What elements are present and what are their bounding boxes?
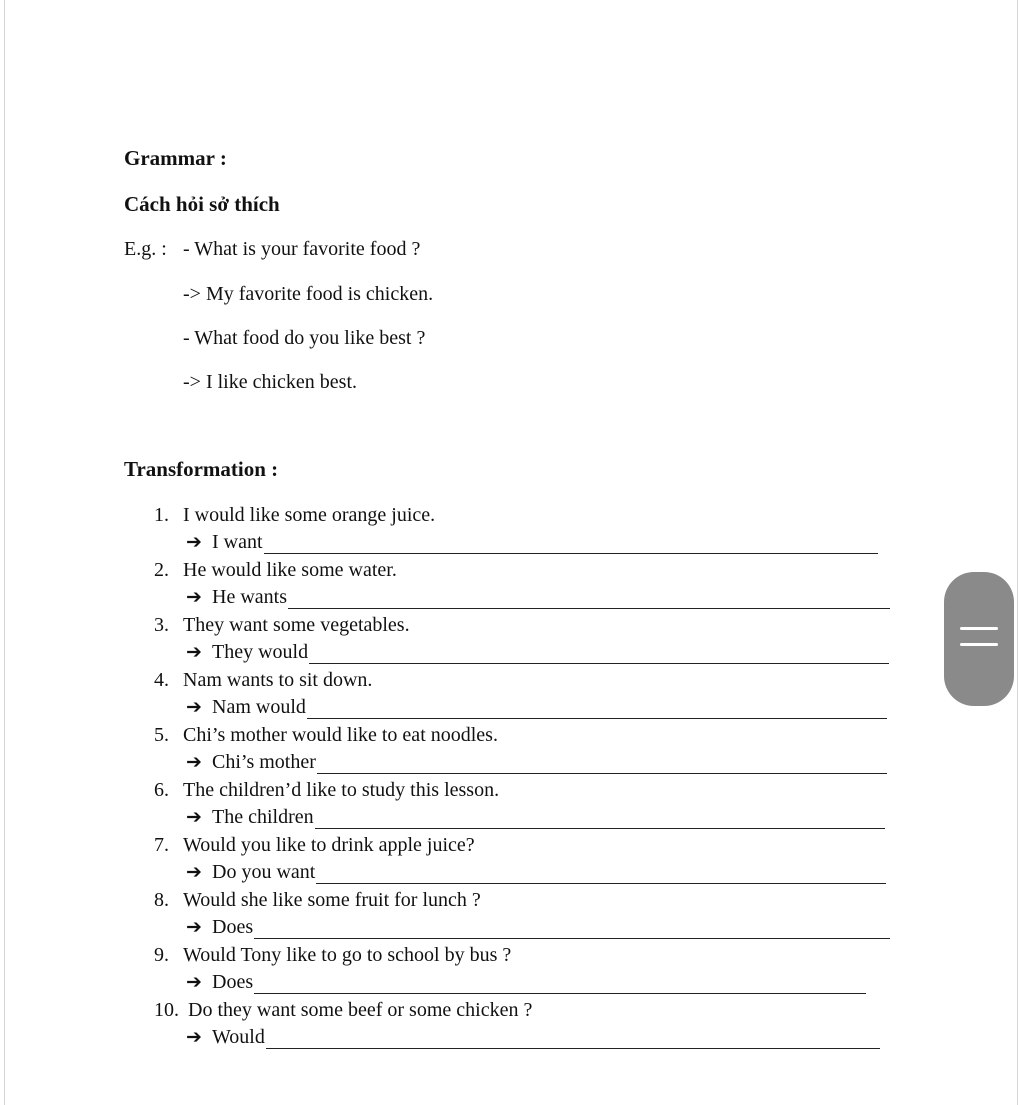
arrow-icon: ➔ (186, 807, 202, 828)
exercise-answer (186, 696, 887, 719)
exercise-answer (186, 531, 878, 554)
answer-blank[interactable] (288, 590, 890, 609)
question-text: I would like some orange juice. (183, 504, 436, 526)
exercise-answer (186, 751, 887, 774)
arrow-icon: ➔ (186, 1027, 202, 1048)
page-border-right (1017, 0, 1018, 1105)
eg-label: E.g. : (124, 238, 167, 260)
grammar-heading: Grammar : (124, 146, 227, 170)
exercise-answer (186, 806, 885, 829)
exercise-number: 4. (154, 669, 169, 691)
answer-prompt: The children (212, 806, 314, 828)
answer-prompt: I want (212, 531, 263, 553)
arrow-icon: ➔ (186, 752, 202, 773)
arrow-icon: ➔ (186, 917, 202, 938)
exercise-question (154, 944, 511, 967)
exercise-number: 1. (154, 504, 169, 526)
question-text: Would you like to drink apple juice? (183, 834, 475, 856)
example-line: - What is your favorite food ? (183, 238, 421, 260)
arrow-icon: ➔ (186, 697, 202, 718)
question-text: Would she like some fruit for lunch ? (183, 889, 481, 911)
question-text: They want some vegetables. (183, 614, 410, 636)
question-text: Would Tony like to go to school by bus ? (183, 944, 512, 966)
exercise-question (154, 889, 481, 912)
arrow-icon: ➔ (186, 642, 202, 663)
exercise-number: 10. (154, 999, 179, 1021)
arrow-icon: ➔ (186, 972, 202, 993)
example-line: - What food do you like best ? (183, 327, 426, 349)
answer-prompt: Nam would (212, 696, 306, 718)
answer-blank[interactable] (307, 700, 887, 719)
exercise-number: 6. (154, 779, 169, 801)
exercise-answer (186, 971, 866, 994)
answer-prompt: He wants (212, 586, 287, 608)
arrow-icon: ➔ (186, 587, 202, 608)
scroll-handle[interactable] (944, 572, 1014, 706)
question-text: Chi’s mother would like to eat noodles. (183, 724, 498, 746)
example-line: -> I like chicken best. (183, 371, 357, 393)
exercise-question (154, 834, 475, 857)
exercise-number: 5. (154, 724, 169, 746)
question-text: Nam wants to sit down. (183, 669, 373, 691)
exercise-question (154, 724, 498, 747)
exercise-question (154, 999, 532, 1022)
exercise-number: 2. (154, 559, 169, 581)
exercise-question (154, 614, 410, 637)
answer-prompt: Would (212, 1026, 265, 1048)
answer-prompt: Does (212, 916, 254, 938)
exercise-answer (186, 861, 886, 884)
exercise-number: 3. (154, 614, 169, 636)
exercise-answer (186, 916, 890, 939)
exercise-number: 9. (154, 944, 169, 966)
transformation-heading: Transformation : (124, 457, 279, 481)
exercise-question (154, 559, 397, 582)
exercise-question (154, 504, 435, 527)
answer-prompt: Do you want (212, 861, 316, 883)
answer-blank[interactable] (309, 645, 889, 664)
answer-blank[interactable] (266, 1030, 880, 1049)
example-line: -> My favorite food is chicken. (183, 283, 434, 305)
arrow-icon: ➔ (186, 862, 202, 883)
exercise-answer (186, 586, 890, 609)
answer-blank[interactable] (315, 810, 885, 829)
answer-blank[interactable] (264, 535, 878, 554)
drag-handle-icon (960, 643, 998, 646)
answer-blank[interactable] (254, 975, 866, 994)
answer-prompt: Does (212, 971, 254, 993)
answer-blank[interactable] (317, 755, 887, 774)
page-border-left (4, 0, 5, 1105)
exercise-question (154, 669, 372, 692)
grammar-subtitle: Cách hỏi sở thích (124, 192, 280, 216)
exercise-answer (186, 641, 889, 664)
exercise-number: 8. (154, 889, 169, 911)
answer-blank[interactable] (316, 865, 886, 884)
exercise-number: 7. (154, 834, 169, 856)
answer-prompt: They would (212, 641, 309, 663)
answer-prompt: Chi’s mother (212, 751, 316, 773)
question-text: Do they want some beef or some chicken ? (188, 999, 533, 1021)
question-text: The children’d like to study this lesson. (183, 779, 500, 801)
exercise-question (154, 779, 499, 802)
answer-blank[interactable] (254, 920, 890, 939)
exercise-answer (186, 1026, 880, 1049)
question-text: He would like some water. (183, 559, 397, 581)
drag-handle-icon (960, 627, 998, 630)
arrow-icon: ➔ (186, 532, 202, 553)
